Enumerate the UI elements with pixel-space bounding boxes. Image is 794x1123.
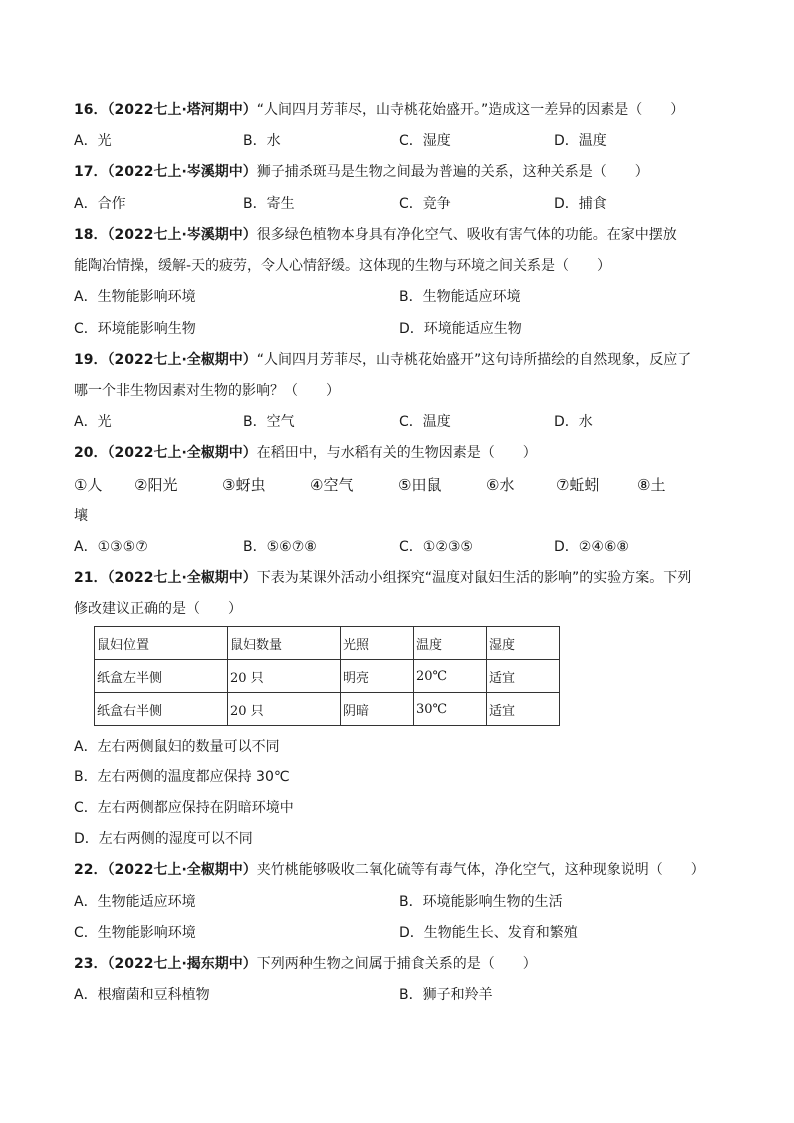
option-b[interactable]: B．空气 — [243, 414, 295, 430]
table-header-cell: 湿度 — [487, 627, 560, 660]
question-text: 下列两种生物之间属于捕食关系的是（ ） — [256, 956, 537, 972]
option-a[interactable]: A．左右两侧鼠妇的数量可以不同 — [74, 739, 280, 755]
question-23 — [74, 954, 724, 974]
factor-items — [74, 475, 734, 495]
question-19 — [74, 350, 724, 370]
question-number: 16． — [74, 102, 108, 118]
options-18-row2 — [74, 319, 734, 339]
question-source: （2022七上·全椒期中） — [107, 862, 257, 878]
table-header-cell: 鼠妇数量 — [228, 627, 341, 660]
options-19 — [74, 412, 734, 432]
option-c[interactable]: C．温度 — [399, 414, 451, 430]
table-cell: 纸盒右半侧 — [95, 693, 228, 726]
question-number: 23． — [74, 956, 108, 972]
option-c[interactable]: C．生物能影响环境 — [74, 925, 196, 941]
options-17 — [74, 194, 734, 214]
question-source: （2022七上·岑溪期中） — [107, 164, 257, 180]
question-text: “人间四月芳菲尽，山寺桃花始盛开。”造成这一差异的因素是（ ） — [256, 102, 685, 118]
question-source: （2022七上·岑溪期中） — [107, 227, 257, 243]
question-text-continued: 能陶冶情操，缓解-天的疲劳，令人心情舒缓。这体现的生物与环境之间关系是（ ） — [74, 258, 612, 274]
question-text: “人间四月芳菲尽，山寺桃花始盛开”这句诗所描绘的自然现象，反应了 — [256, 352, 692, 368]
option-d[interactable]: D．左右两侧的湿度可以不同 — [74, 831, 253, 847]
question-20 — [74, 443, 724, 463]
table-cell: 20 只 — [228, 660, 341, 693]
option-c[interactable]: C．①②③⑤ — [399, 539, 473, 555]
option-b[interactable]: B．环境能影响生物的生活 — [399, 894, 563, 910]
factor-item: ②阳光 — [134, 476, 178, 494]
factor-item: ③蚜虫 — [222, 476, 266, 494]
question-text: 下表为某课外活动小组探究“温度对鼠妇生活的影响”的实验方案。下列 — [256, 570, 692, 586]
option-a[interactable]: A．生物能影响环境 — [74, 289, 196, 305]
experiment-table — [94, 626, 560, 726]
question-text: 狮子捕杀斑马是生物之间最为普遍的关系，这种关系是（ ） — [256, 164, 649, 180]
table-cell: 阴暗 — [341, 693, 414, 726]
question-text: 很多绿色植物本身具有净化空气、吸收有害气体的功能。在家中摆放 — [256, 227, 677, 243]
options-18-row1 — [74, 287, 734, 307]
table-cell: 适宜 — [487, 693, 560, 726]
option-d[interactable]: D．②④⑥⑧ — [554, 539, 629, 555]
question-source: （2022七上·塔河期中） — [107, 102, 257, 118]
question-source: （2022七上·全椒期中） — [107, 570, 257, 586]
option-b[interactable]: B．生物能适应环境 — [399, 289, 521, 305]
table-cell: 适宜 — [487, 660, 560, 693]
option-a[interactable]: A．合作 — [74, 196, 126, 212]
table-cell: 明亮 — [341, 660, 414, 693]
question-source: （2022七上·全椒期中） — [107, 352, 257, 368]
question-number: 18． — [74, 227, 108, 243]
question-text-continued: 哪一个非生物因素对生物的影响？（ ） — [74, 383, 340, 399]
question-22 — [74, 860, 724, 880]
table-cell: 30℃ — [414, 693, 487, 726]
table-cell: 20 只 — [228, 693, 341, 726]
option-d[interactable]: D．环境能适应生物 — [399, 321, 522, 337]
question-number: 21． — [74, 570, 108, 586]
options-16 — [74, 131, 734, 151]
option-a[interactable]: A．光 — [74, 414, 112, 430]
table-cell: 20℃ — [414, 660, 487, 693]
factor-item: ⑦蚯蚓 — [556, 476, 600, 494]
question-number: 19． — [74, 352, 108, 368]
option-d[interactable]: D．温度 — [554, 133, 607, 149]
option-b[interactable]: B．寄生 — [243, 196, 295, 212]
question-18 — [74, 225, 724, 245]
question-number: 22． — [74, 862, 108, 878]
options-22-row1 — [74, 892, 734, 912]
question-number: 17． — [74, 164, 108, 180]
option-c[interactable]: C．环境能影响生物 — [74, 321, 196, 337]
question-16 — [74, 100, 724, 120]
table-header-row — [95, 627, 560, 660]
option-c[interactable]: C．左右两侧都应保持在阴暗环境中 — [74, 800, 294, 816]
table-row — [95, 660, 560, 693]
table-header-cell: 光照 — [341, 627, 414, 660]
option-b[interactable]: B．左右两侧的温度都应保持 30℃ — [74, 769, 290, 785]
option-d[interactable]: D．生物能生长、发育和繁殖 — [399, 925, 578, 941]
question-text: 在稻田中，与水稻有关的生物因素是（ ） — [256, 445, 537, 461]
factor-item: ④空气 — [310, 476, 354, 494]
options-20 — [74, 537, 734, 557]
option-c[interactable]: C．竞争 — [399, 196, 451, 212]
option-d[interactable]: D．水 — [554, 414, 593, 430]
question-21 — [74, 568, 724, 588]
option-a[interactable]: A．生物能适应环境 — [74, 894, 196, 910]
factor-item: ①人 — [74, 476, 103, 494]
option-c[interactable]: C．湿度 — [399, 133, 451, 149]
question-text: 夹竹桃能够吸收二氧化硫等有毒气体，净化空气，这种现象说明（ ） — [256, 862, 705, 878]
question-source: （2022七上·全椒期中） — [107, 445, 257, 461]
table-row — [95, 693, 560, 726]
option-a[interactable]: A．①③⑤⑦ — [74, 539, 148, 555]
option-b[interactable]: B．狮子和羚羊 — [399, 987, 493, 1003]
option-d[interactable]: D．捕食 — [554, 196, 607, 212]
factor-item: ⑧土 — [637, 476, 666, 494]
question-text-continued: 修改建议正确的是（ ） — [74, 601, 242, 617]
option-a[interactable]: A．根瘤菌和豆科植物 — [74, 987, 210, 1003]
table-header-cell: 温度 — [414, 627, 487, 660]
option-b[interactable]: B．水 — [243, 133, 281, 149]
question-17 — [74, 162, 724, 182]
option-a[interactable]: A．光 — [74, 133, 112, 149]
options-22-row2 — [74, 923, 734, 943]
table-header-cell: 鼠妇位置 — [95, 627, 228, 660]
options-23 — [74, 985, 734, 1005]
table-cell: 纸盒左半侧 — [95, 660, 228, 693]
factor-item-wrap: 壤 — [74, 508, 88, 524]
question-number: 20． — [74, 445, 108, 461]
factor-item: ⑤田鼠 — [398, 476, 442, 494]
question-source: （2022七上·揭东期中） — [107, 956, 257, 972]
option-b[interactable]: B．⑤⑥⑦⑧ — [243, 539, 317, 555]
factor-item: ⑥水 — [486, 476, 515, 494]
